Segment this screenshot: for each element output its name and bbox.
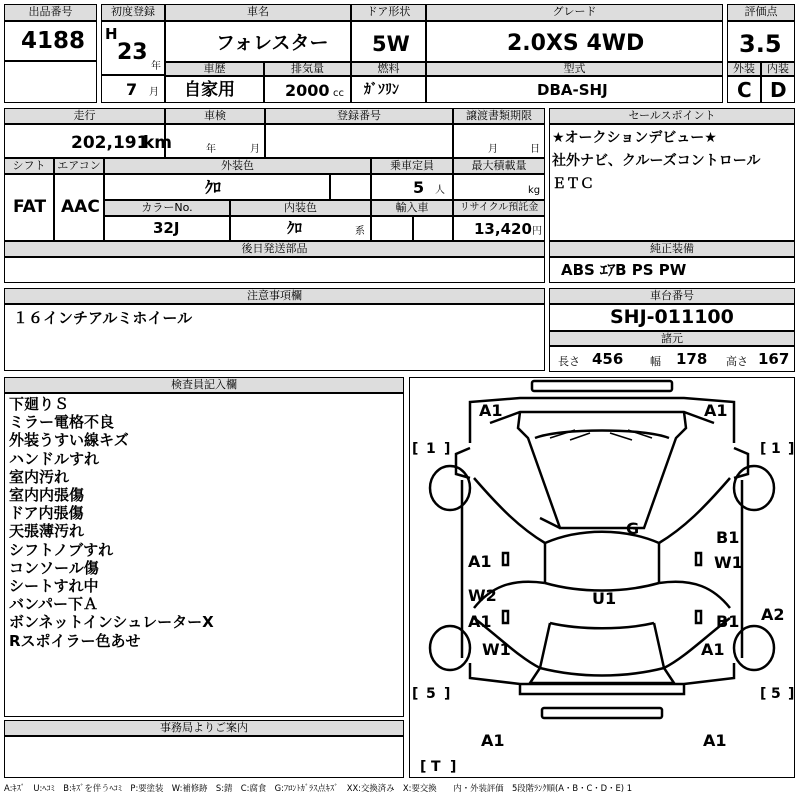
cc-cell: [264, 76, 351, 103]
inspector-label: 検査員記入欄: [4, 377, 404, 393]
remark-14: Rスポイラー色あせ: [9, 631, 141, 650]
load-label: 最大積載量: [453, 158, 545, 174]
load-unit: kg: [528, 185, 541, 196]
inspection-label: 車検: [165, 108, 265, 124]
length-label: 長さ: [558, 355, 580, 368]
chassis-number: SHJ-011100: [610, 306, 734, 328]
remark-9: シフトノブすれ: [9, 540, 114, 559]
lot-number-cell: [4, 21, 97, 61]
interior-label: 内装色: [230, 200, 371, 216]
mark-a1-front-left: A1: [479, 401, 503, 420]
office-cell: [4, 736, 404, 778]
score: 3.5: [739, 30, 782, 58]
shift: FAT: [13, 197, 47, 217]
transfer-month: 月: [488, 144, 498, 155]
width-label: 幅: [650, 355, 661, 368]
recycle-unit: 円: [532, 226, 542, 237]
sales-point-cell: [549, 124, 795, 241]
notes-label: 注意事項欄: [4, 288, 545, 304]
car-name-label: 車名: [165, 4, 351, 21]
ac-cell: [54, 174, 104, 241]
mark-b1-right-2: B1: [716, 612, 740, 631]
length: 456: [592, 350, 624, 368]
reg-month: 7: [126, 80, 138, 99]
mark-g: G: [626, 519, 640, 538]
equipment-label: 純正装備: [549, 241, 795, 257]
mark-a1-left: A1: [468, 552, 492, 571]
mark-a2-right: A2: [761, 605, 785, 624]
import-cell-right: [413, 216, 453, 241]
office-label: 事務局よりご案内: [4, 720, 404, 736]
bracket-front-right-close: ]: [788, 441, 794, 457]
remark-7: ドア内張傷: [9, 504, 84, 523]
grade-cell: [426, 21, 723, 62]
bracket-trunk-open: [: [420, 759, 427, 775]
mileage: 202,191: [71, 133, 149, 153]
ac: AAC: [61, 197, 100, 217]
shift-cell: [4, 174, 54, 241]
ext-label: 外装: [727, 62, 761, 76]
mark-w1-left: W1: [482, 640, 511, 659]
chassis-label: 車台番号: [549, 288, 795, 304]
color-cell-right: [330, 174, 371, 200]
mark-a1-right-2: A1: [701, 640, 725, 659]
inspection-year-unit: 年: [206, 144, 216, 155]
year-unit: 年: [151, 61, 161, 72]
grade-label: グレード: [426, 4, 723, 21]
first-reg-label: 初度登録: [101, 4, 165, 21]
sales-line-2: 社外ナビ、クルーズコントロール: [552, 153, 761, 169]
cc-label: 排気量: [264, 62, 351, 76]
ext-grade: C: [737, 78, 752, 102]
door: 5W: [372, 32, 410, 56]
first-reg-month-cell: [101, 75, 165, 103]
remark-12: バンパー下Ａ: [9, 595, 98, 614]
specs-label: 諸元: [549, 331, 795, 346]
ac-label: エアコン: [54, 158, 104, 174]
transfer-day: 日: [530, 144, 540, 155]
color-no: 32J: [153, 219, 180, 237]
inspection-month-unit: 月: [250, 144, 260, 155]
bracket-rear-right-close: ]: [788, 686, 794, 702]
bracket-rear-left-close: ]: [444, 686, 451, 702]
inspection-cell: [165, 124, 265, 158]
era: H: [105, 25, 118, 43]
lot-number-extra: [4, 61, 97, 103]
ext-cell: [727, 76, 761, 103]
bracket-rear-right: 5: [771, 686, 781, 702]
notes: １６インチアルミホイール: [13, 309, 193, 327]
specs-cell: [549, 346, 795, 372]
bracket-trunk-close: ]: [450, 759, 457, 775]
equipment-cell: [549, 257, 795, 283]
bracket-rear-left-open: [: [412, 686, 419, 702]
capacity-unit: 人: [435, 185, 445, 196]
car-diagram-box: [409, 377, 795, 778]
sales-line-3: ＥＴＣ: [552, 176, 594, 192]
color: ｸﾛ: [205, 178, 222, 197]
bracket-front-left-close: ]: [444, 441, 451, 457]
history-cell: [165, 76, 264, 103]
color-no-label: カラーNo.: [104, 200, 230, 216]
model-label: 型式: [426, 62, 723, 76]
chassis-cell: [549, 304, 795, 331]
color-label: 外装色: [104, 158, 371, 174]
remark-4: ハンドルすれ: [9, 449, 100, 468]
capacity: 5: [413, 178, 425, 197]
recycle: 13,420: [474, 220, 532, 238]
mark-u1: U1: [592, 589, 617, 608]
remark-11: シートすれ中: [9, 577, 99, 596]
cc-unit: cc: [333, 88, 344, 99]
mark-b1-right: B1: [716, 528, 740, 547]
mark-a1-left-2: A1: [468, 612, 492, 631]
color-no-cell: [104, 216, 230, 241]
history-label: 車歴: [165, 62, 264, 76]
remarks-list: [9, 395, 214, 650]
mileage-unit: km: [143, 133, 173, 153]
int-grade: D: [770, 78, 787, 102]
mileage-cell: [4, 124, 173, 158]
mark-w1-right: W1: [714, 553, 743, 572]
score-cell: [727, 21, 795, 62]
car-name-cell: [165, 21, 351, 62]
remark-2: ミラー電格不良: [9, 413, 115, 432]
transfer-cell: [453, 124, 545, 158]
grade: 2.0XS 4WD: [507, 31, 645, 56]
car-diagram: [410, 378, 794, 777]
remark-1: 下廻りＳ: [9, 395, 70, 413]
import-cell: [371, 216, 413, 241]
inspector-cell: [4, 393, 404, 717]
cc: 2000: [285, 81, 330, 100]
remark-5: 室内汚れ: [9, 467, 70, 486]
fuel-cell: [351, 76, 426, 103]
int-label: 内装: [761, 62, 795, 76]
capacity-cell: [371, 174, 453, 200]
transfer-label: 譲渡書類期限: [453, 108, 545, 124]
interior: ｸﾛ: [287, 219, 303, 237]
door-label: ドア形状: [351, 4, 426, 21]
fuel-label: 燃料: [351, 62, 426, 76]
shift-label: シフト: [4, 158, 54, 174]
bracket-front-right: 1: [771, 441, 781, 457]
height-label: 高さ: [726, 355, 748, 368]
bracket-rear-right-open: [: [760, 686, 767, 702]
score-label: 評価点: [727, 4, 795, 21]
door-cell: [351, 21, 426, 62]
mark-a1-rear-left: A1: [481, 731, 505, 750]
lot-number-label: 出品番号: [4, 4, 97, 21]
plate-label: 登録番号: [265, 108, 453, 124]
remark-10: コンソール傷: [9, 558, 99, 577]
remark-13: ボンネットインシュレーターX: [9, 613, 214, 632]
import-label: 輸入車: [371, 200, 453, 216]
fuel: ｶﾞｿﾘﾝ: [364, 82, 399, 98]
height: 167: [758, 350, 790, 368]
reg-year: 23: [117, 40, 148, 65]
bracket-front-left-open: [: [412, 441, 419, 457]
car-name: フォレスター: [216, 32, 329, 54]
mark-w2-left: W2: [468, 586, 497, 605]
model-cell: [426, 76, 723, 103]
sales-point-label: セールスポイント: [549, 108, 795, 124]
int-cell: [761, 76, 795, 103]
bracket-front-right-open: [: [760, 441, 767, 457]
first-reg-cell: [101, 21, 165, 75]
bracket-trunk: T: [431, 759, 441, 775]
lot-number: 4188: [21, 28, 86, 54]
model: DBA-SHJ: [537, 81, 608, 99]
recycle-cell: [453, 216, 545, 241]
remark-3: 外装うすい線キズ: [9, 431, 129, 450]
mark-a1-rear-right: A1: [703, 731, 727, 750]
later-parts-cell: [4, 257, 545, 283]
color-cell: [104, 174, 330, 200]
capacity-label: 乗車定員: [371, 158, 453, 174]
load-cell: [453, 174, 545, 200]
plate-cell: [265, 124, 453, 158]
remark-6: 室内内張傷: [9, 486, 85, 505]
mark-a1-front-right: A1: [704, 401, 728, 420]
legend: A:ｷｽﾞ U:ﾍｺﾐ B:ｷｽﾞを伴うﾍｺﾐ P:要塗装 W:補修跡 S:錆 C:腐食 G:ﾌﾛﾝﾄｶﾞﾗｽ点ｷｽﾞ XX:交換済み X:要交換 内・外装評価 5段階ﾗﾝｸ順(A・B・C・D・E) 1: [4, 783, 633, 793]
history: 自家用: [184, 80, 235, 100]
mileage-label: 走行: [4, 108, 165, 124]
interior-cell: [230, 216, 371, 241]
equipment: ABS ｴｱB PS PW: [561, 261, 687, 279]
width: 178: [676, 350, 708, 368]
recycle-label: リサイクル預託金: [453, 200, 545, 216]
month-unit: 月: [149, 87, 159, 98]
notes-cell: [4, 304, 545, 371]
bracket-front-left: 1: [426, 441, 436, 457]
interior-unit: 系: [355, 226, 365, 237]
later-parts-label: 後日発送部品: [4, 241, 545, 257]
sales-line-1: ★オークションデビュー★: [552, 130, 717, 146]
remark-8: 天張薄汚れ: [9, 522, 85, 541]
bracket-rear-left: 5: [426, 686, 436, 702]
